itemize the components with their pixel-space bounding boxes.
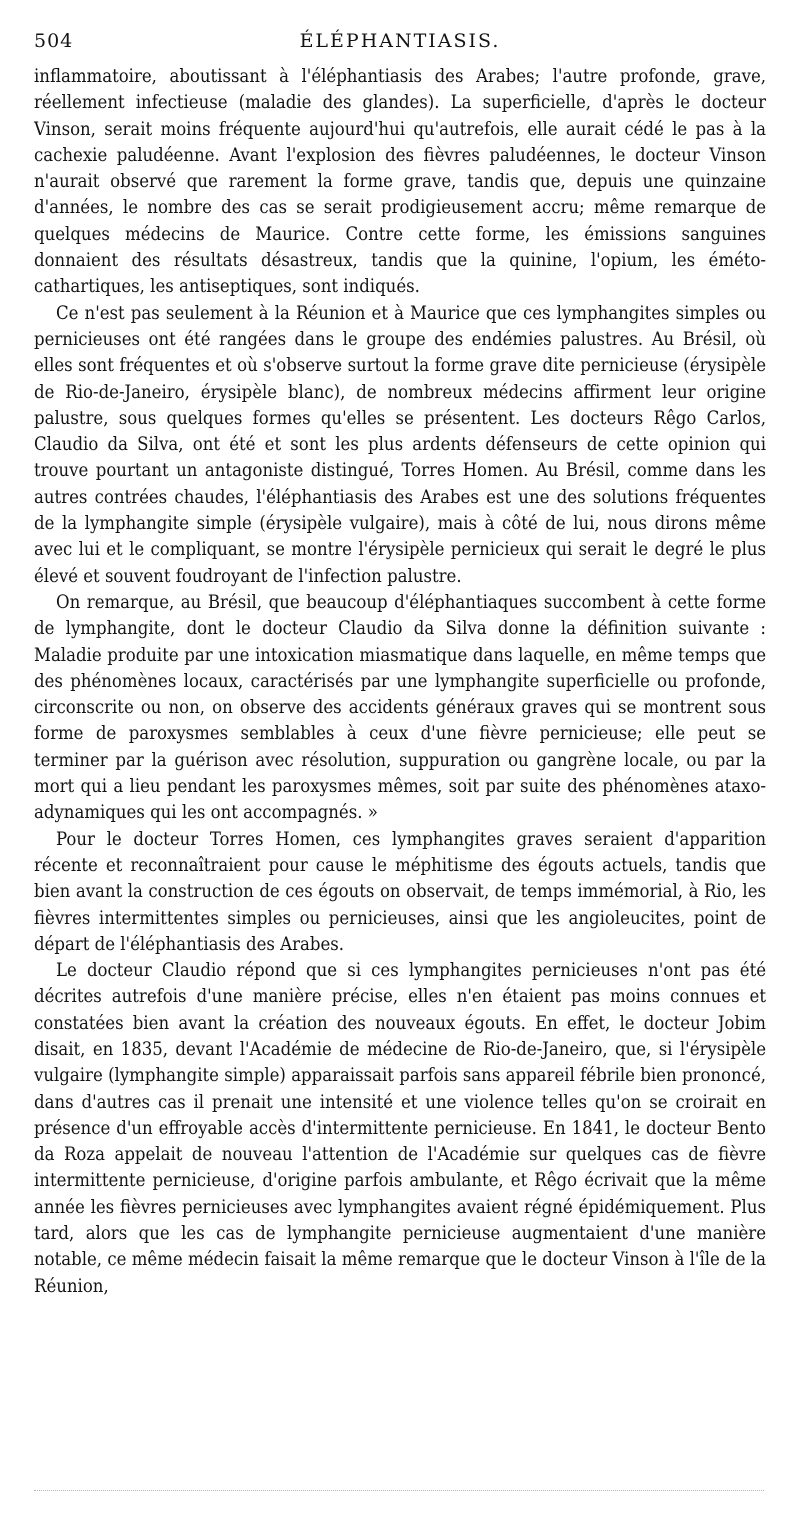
paragraph: Pour le docteur Torres Homen, ces lymphangites graves seraient d'apparition récente et reconnaîtraient pour cause le méphitisme des égouts actuels, tandis que bien avant la construction de ces égouts on observait, de temps immémorial, à Rio, les fièvres intermittentes simples ou pernicieuses, ainsi que les angioleucites, point de départ de l'éléphantiasis des Arabes. bbox=[34, 828, 766, 955]
paragraph: Le docteur Claudio répond que si ces lymphangites pernicieuses n'ont pas été décrites autrefois d'une manière précise, elles n'en étaient pas moins connues et constatées bien avant la création des nouveaux égouts. En effet, le docteur Jobim disait, en 1835, devant l'Académie de médecine de Rio-de-Janeiro, que, si l'érysipèle vulgaire (lymphangite simple) apparaissait parfois sans appareil fébrile bien prononcé, dans d'autres cas il prenait une intensité et une violence telles qu'on se croirait en présence d'un effroyable accès d'intermittente pernicieuse. En 1841, le docteur Bento da Roza appelait de nouveau l'attention de l'Académie sur quelques cas de fièvre intermittente pernicieuse, d'origine parfois ambulante, et Rêgo écrivait que la même année les fièvres pernicieuses avec lymphangites avaient régné épidémiquement. Plus tard, alors que les cas de lymphangite pernicieuse augmentaient d'une manière notable, ce même médecin faisait la même remarque que le docteur Vinson à l'île de la Réunion, bbox=[34, 960, 766, 1297]
running-title: ÉLÉPHANTIASIS. bbox=[299, 30, 501, 52]
paragraph: Ce n'est pas seulement à la Réunion et à Maurice que ces lymphangites simples ou pernicieuses ont été rangées dans le groupe des endémies palustres. Au Brésil, où elles sont fréquentes et où s'observe surtout la forme grave dite pernicieuse (érysipèle de Rio-de-Janeiro, érysipèle blanc), de nombreux médecins affirment leur origine palustre, sous quelques formes qu'elles se présentent. Les docteurs Rêgo Carlos, Claudio da Silva, ont été et sont les plus ardents défenseurs de cette opinion qui trouve pourtant un antagoniste distingué, Torres Homen. Au Brésil, comme dans les autres contrées chaudes, l'éléphantiasis des Arabes est une des solutions fréquentes de la lymphangite simple (érysipèle vulgaire), mais à côté de lui, nous dirons même avec lui et le compliquant, se montre l'érysipèle pernicieux qui serait le degré le plus élevé et souvent foudroyant de l'infection palustre. bbox=[34, 302, 766, 587]
footer-dotted-rule bbox=[34, 1490, 764, 1491]
paragraph-continued: inflammatoire, aboutissant à l'éléphantiasis des Arabes; l'autre profonde, grave, réellement infectieuse (maladie des glandes). La superficielle, d'après le docteur Vinson, serait moins fréquente aujourd'hui qu'autrefois, elle aurait cédé le pas à la cachexie paludéenne. Avant l'explosion des fièvres paludéennes, le docteur Vinson n'aurait observé que rarement la forme grave, tandis que, depuis une quinzaine d'années, le nombre des cas se serait prodigieusement accru; même remarque de quelques médecins de Maurice. Contre cette forme, les émissions sanguines donnaient des résultats désastreux, tandis que la quinine, l'opium, les éméto-cathartiques, les antiseptiques, sont indiqués. bbox=[34, 66, 766, 298]
page-number: 504 bbox=[34, 30, 74, 52]
paragraph: On remarque, au Brésil, que beaucoup d'éléphantiaques succombent à cette forme de lymphangite, dont le docteur Claudio da Silva donne la définition suivante : Maladie produite par une intoxication miasmatique dans laquelle, en même temps que des phénomènes locaux, caractérisés par une lymphangite superficielle ou profonde, circonscrite ou non, on observe des accidents généraux graves qui se montrent sous forme de paroxysmes semblables à ceux d'une fièvre pernicieuse; elle peut se terminer par la guérison avec résolution, suppuration ou gangrène locale, ou par la mort qui a lieu pendant les paroxysmes mêmes, soit par suite des phénomènes ataxo-adynamiques qui les ont accompagnés. » bbox=[34, 591, 766, 824]
page-header bbox=[34, 30, 766, 60]
body-text bbox=[34, 64, 766, 1300]
book-page bbox=[34, 30, 766, 1300]
